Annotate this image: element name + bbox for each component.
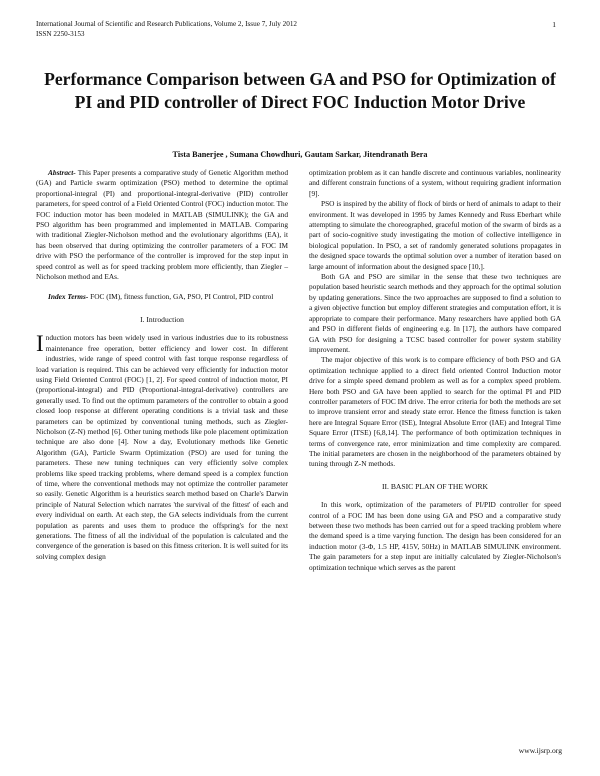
journal-header [36, 20, 297, 39]
journal-line: International Journal of Scientific and Research Publications, Volume 2, Issue 7, July 2012 [36, 20, 298, 28]
drop-cap: I [36, 331, 44, 357]
right-paragraph-1: optimization problem as it can handle discrete and continuous variables, nonlinearity and different constrain functions of a system, without requiring gradient information [9]. [309, 168, 561, 198]
keywords-text: FOC (IM), fitness function, GA, PSO, PI Control, PID control [88, 292, 274, 302]
footer-website: www.ijsrp.org [518, 746, 562, 755]
abstract-text: This Paper presents a comparative study of Genetic Algorithm method (GA) and Particle swarm optimization (PSO) method to determine the optimal proportional-integral (PI) and proportional-integral-derivative (PID) controller parameters, for speed control of a Field Oriented Control (FOC) induction motor. The FOC induction motor has been modeled in MATLAB (SIMULINK); the GA and PSO algorithm has been programmed and implemented in MATLAB. Comparing with traditional Ziegler-Nicholson method and the evolutionary algorithms (EA), it has been observed that during optimizing the controller parameters of a FOC IM drive with PSO the performance of the controller is improved for the step input in speed control as well as for speed tracking problem more efficiently, than Ziegler – Nicholson method and EAs. [36, 168, 288, 282]
keywords [36, 292, 288, 302]
abstract-label: Abstract- [48, 168, 76, 177]
intro-text: nduction motors has been widely used in various industries due to its robustness maintenance free operation, better efficiency and lower cost. In different industries, wide range of speed control with fast torque response regardless of load variation is required. This can be achieved very efficiently for induction motor using Field Oriented Control (FOC) [1, 2]. For speed control of induction motor, PI (proportional-integral) and PID (Proportional-integral-derivative) controllers are generally used. To find out the optimum parameters of the controller to obtain a good closed loop response at different operating conditions is a trivial task and these parameters can be optimized by conventional tuning methods, such as Ziegler-Nicholson (Z-N) method [6]. Other tuning methods like pole placement optimization technique are also done [4]. Now a day, Evolutionary methods like Genetic Algorithm (GA), Particle Swarm Optimization (PSO) are used for tuning the parameters. These new tuning techniques can very efficiently solve complex problems like speed tracking problems, where demand speed is a complex function of time, where the conventional methods may not optimize the controller parameter so easily. Genetic Algorithm is a heuristics search method based on Charle's Darwin principle of Natural Selection which narrates 'the survival of the fittest' of each and every individual on earth. At each step, the GA selects individuals from the current population as parents and uses them to produce the offspring's for the next generations. The fitness of all the individual of the population is calculated and the convergence of the generation is based on this fitness criterion. It is well suited for its solving complex design [36, 333, 288, 561]
left-column [36, 168, 288, 562]
section-heading-basic-plan: II. BASIC PLAN OF THE WORK [381, 481, 489, 491]
right-paragraph-2: PSO is inspired by the ability of flock of birds or herd of animals to adapt to their environment. It was developed in 1995 by James Kennedy and Russ Eberhart while attempting to simulate the choreographed, graceful motion of the swarm of birds as a part of socio-cognitive study investigating the motion of collective intelligence in biological population. In PSO, a set of randomly generated solutions propagates in the designed space towards the optimal solution over a number of iteration based on large amount of information about the designed space [10,]. [309, 199, 561, 271]
issn: ISSN 2250-3153 [36, 29, 85, 38]
paper-authors: Tista Banerjee , Sumana Chowdhuri, Gautam Sarkar, Jitendranath Bera [172, 150, 428, 159]
right-paragraph-4: The major objective of this work is to compare efficiency of both PSO and GA optimization technique applied to a direct field oriented Control Induction motor drive for a simple speed demand problem as well as for a complex speed problem. Here both PSO and GA have been applied to search for the optimal PI and PID controller parameters of FOC IM drive. The error criteria for both the methods are set to improve transient error and steady state error. Hence the fitness function is taken here are Integral Square Error (ISE), Integral Absolute Error (IAE) and Integral Time Square Error (ITSE) [6,8,14]. The performance of both optimization techniques in terms of convergence rate, error minimization and time complexity are compared. The initial parameters are chosen in the neighborhood of the parameters obtained by tuning through Z-N methods. [309, 355, 561, 469]
right-paragraph-5: In this work, optimization of the parameters of PI/PID controller for speed control of a FOC IM has been done using GA and PSO and a comparative study between these two methods has been carried out for a speed tracking problem where the demand speed is a time varying function. The design has been considered for an induction motor (3-Φ, 1.5 HP, 415V, 50Hz) in MATLAB SIMULINK environment. The gain parameters for a step input are initially calculated by Ziegler-Nicholson's optimization technique which serves as the parent [309, 500, 561, 572]
intro-paragraph [36, 333, 288, 562]
abstract [36, 168, 288, 282]
right-column [309, 168, 561, 573]
paper-title: Performance Comparison between GA and PSO for Optimization of PI and PID controller of Direct FOC Induction Motor Drive [44, 69, 556, 112]
section-heading-introduction: I. Introduction [140, 314, 184, 324]
keywords-label: Index Terms- [48, 292, 89, 302]
right-paragraph-3: Both GA and PSO are similar in the sense that these two techniques are population based heuristic search methods and they approach for the optimal solution by updating generations. Since the two approaches are supposed to find a solution to a given objective function but employ different strategies and computation effort, it is appropriate to compare their performance. Many researchers have applied both GA and PSO in different fields of engineering e.g. In [17], the authors have compared GA with PSO for designing a TCSC based controller for power system stability improvement. [309, 272, 561, 354]
page-number: 1 [552, 20, 556, 29]
